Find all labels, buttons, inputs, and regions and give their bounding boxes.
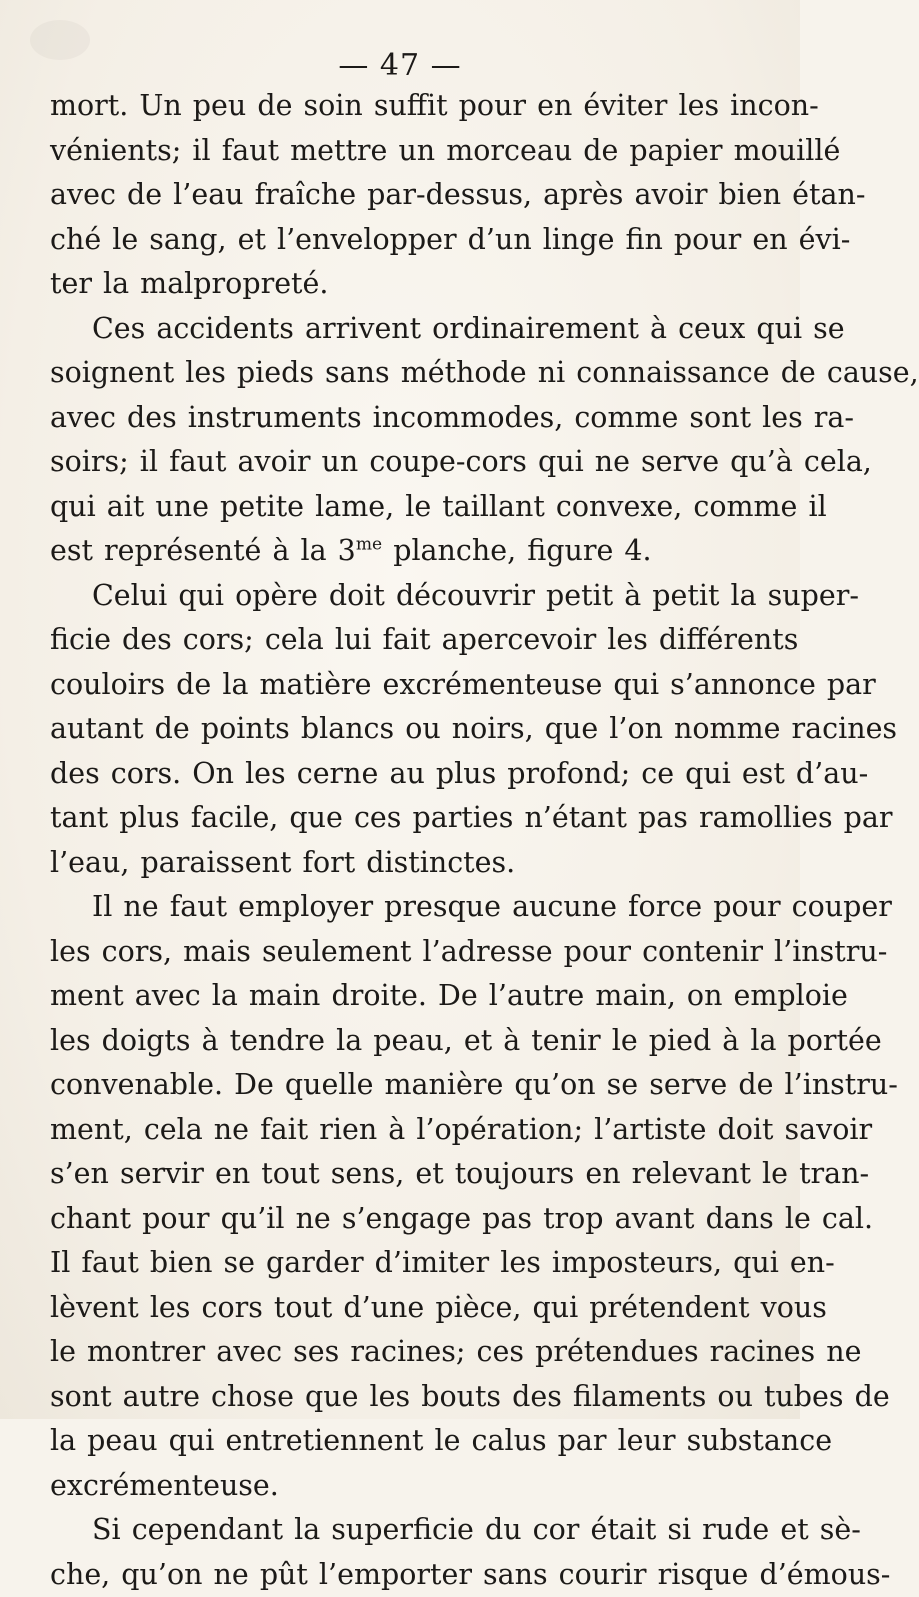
text-line: des cors. On les cerne au plus profond; ce qui est d’au-	[50, 752, 765, 797]
text-line: lèvent les cors tout d’une pièce, qui prétendent vous	[50, 1286, 765, 1331]
text-line: che, qu’on ne pût l’emporter sans courir risque d’émous-	[50, 1553, 765, 1597]
text-line: l’eau, paraissent fort distinctes.	[50, 841, 765, 886]
text-line: Si cependant la superficie du cor était si rude et sè-	[50, 1508, 765, 1553]
text-line: couloirs de la matière excrémenteuse qui s’annonce par	[50, 663, 765, 708]
text-line: ficie des cors; cela lui fait apercevoir les différents	[50, 618, 765, 663]
text-line: soirs; il faut avoir un coupe-cors qui ne serve qu’à cela,	[50, 440, 765, 485]
text-line: les doigts à tendre la peau, et à tenir le pied à la portée	[50, 1019, 765, 1064]
text-line: convenable. De quelle manière qu’on se serve de l’instru-	[50, 1063, 765, 1108]
text-line: Il faut bien se garder d’imiter les imposteurs, qui en-	[50, 1241, 765, 1286]
text-line: mort. Un peu de soin suffit pour en éviter les incon-	[50, 84, 765, 129]
text-line: les cors, mais seulement l’adresse pour contenir l’instru-	[50, 930, 765, 975]
text-line: autant de points blancs ou noirs, que l’on nomme racines	[50, 707, 765, 752]
text-line: est représenté à la $3^{me}$ planche, figure 4.	[50, 529, 765, 574]
ordinal-suffix: me	[356, 535, 382, 555]
text-line: avec des instruments incommodes, comme sont les ra-	[50, 396, 765, 441]
text-line: soignent les pieds sans méthode ni connaissance de cause,	[50, 351, 765, 396]
text-line: excrémenteuse.	[50, 1464, 765, 1509]
text-line: Il ne faut employer presque aucune force pour couper	[50, 885, 765, 930]
text-line: vénients; il faut mettre un morceau de papier mouillé	[50, 129, 765, 174]
text-line: qui ait une petite lame, le taillant convexe, comme il	[50, 485, 765, 530]
text-line: ché le sang, et l’envelopper d’un linge fin pour en évi-	[50, 218, 765, 263]
text-line: chant pour qu’il ne s’engage pas trop avant dans le cal.	[50, 1197, 765, 1242]
body-text	[50, 84, 765, 1597]
text-line: tant plus facile, que ces parties n’étant pas ramollies par	[50, 796, 765, 841]
text-line: ter la malpropreté.	[50, 262, 765, 307]
text-line: la peau qui entretiennent le calus par leur substance	[50, 1419, 765, 1464]
page-number: — 47 —	[0, 48, 800, 83]
text-line: sont autre chose que les bouts des filaments ou tubes de	[50, 1375, 765, 1420]
text-line: le montrer avec ses racines; ces prétendues racines ne	[50, 1330, 765, 1375]
text-line: Ces accidents arrivent ordinairement à ceux qui se	[50, 307, 765, 352]
text-line: Celui qui opère doit découvrir petit à petit la super-	[50, 574, 765, 619]
text-line: avec de l’eau fraîche par-dessus, après avoir bien étan-	[50, 173, 765, 218]
text-line: s’en servir en tout sens, et toujours en relevant le tran-	[50, 1152, 765, 1197]
text-line: ment avec la main droite. De l’autre main, on emploie	[50, 974, 765, 1019]
text-line: ment, cela ne fait rien à l’opération; l’artiste doit savoir	[50, 1108, 765, 1153]
